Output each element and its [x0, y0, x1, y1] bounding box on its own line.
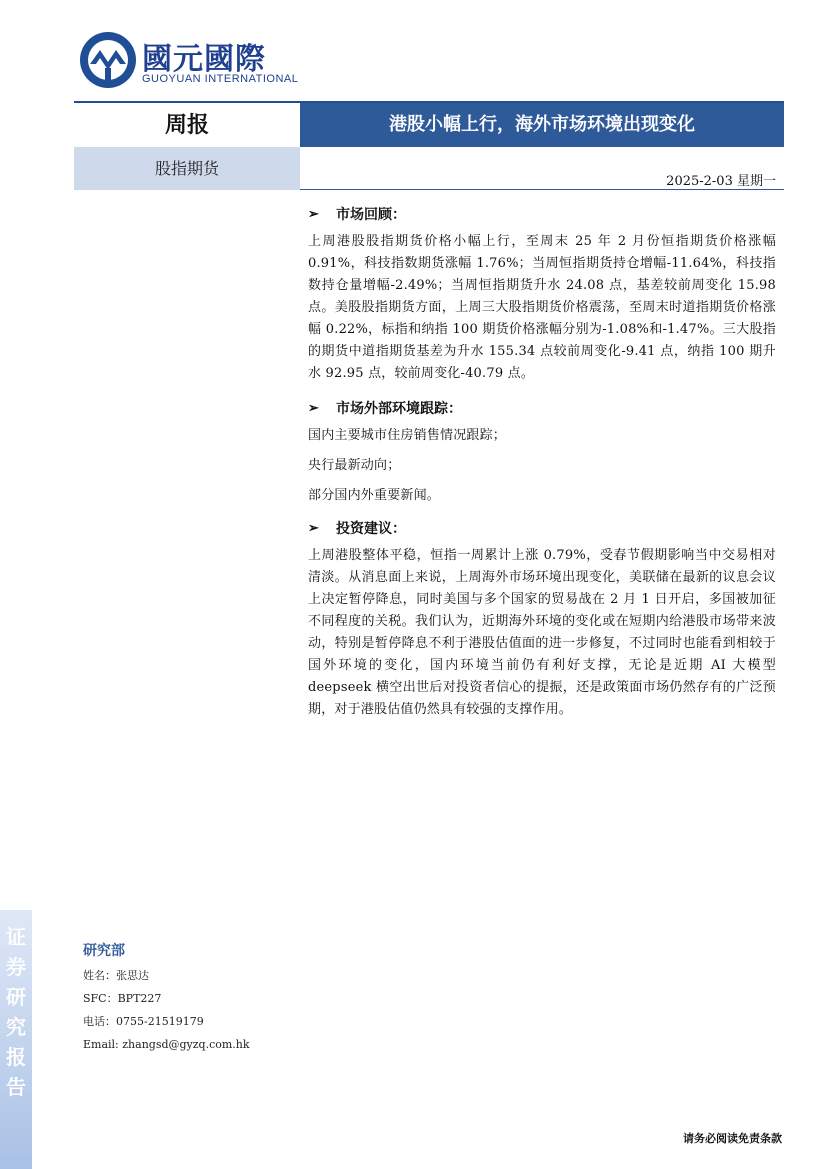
company-logo	[78, 30, 308, 90]
side-banner-label: 证券研究报告	[6, 925, 26, 1099]
department-label: 研究部	[83, 943, 125, 959]
report-date: 2025-2-03 星期一	[666, 174, 776, 189]
external-item: 部分国内外重要新闻。	[308, 488, 441, 503]
market-review-paragraph: 上周港股股指期货价格小幅上行，至周末 25 年 2 月份恒指期货价格涨幅 0.91%，科技指数期货涨幅 1.76%；当周恒指期货持仓增幅-11.64%，科技指数持仓量增幅-2.49%；当周恒指期货升水 24.08 点，基差较前周变化 15.98 点。美股股指期货方面，上周三大股指期货价格震荡，至周末时道指期货价格涨幅 0.22%，标指和纳指 100 期货价格涨幅分别为-1.08%和-1.47%。三大股指的期货中道指期货基差为升水 155.34 点较前周变化-9.41 点，纳指 100 期升水 92.95 点，较前周变化-40.79 点。	[308, 234, 776, 381]
arrowhead-bullet-icon: ➢	[308, 207, 319, 222]
external-item: 国内主要城市住房销售情况跟踪；	[308, 428, 507, 443]
section-heading-label: 市场回顾：	[336, 207, 406, 223]
section-heading-external-environment	[308, 399, 776, 419]
report-category: 股指期货	[74, 147, 300, 190]
section-heading-label: 投资建议：	[336, 521, 406, 537]
analyst-contact	[83, 940, 303, 1056]
logo-english-name: GUOYUAN INTERNATIONAL	[142, 73, 299, 85]
section-heading-market-review	[308, 205, 776, 225]
analyst-phone: 电话：0755-21519179	[83, 1015, 204, 1028]
disclaimer-note: 请务必阅读免责条款	[683, 1132, 782, 1145]
external-item: 央行最新动向；	[308, 458, 401, 473]
arrowhead-bullet-icon: ➢	[308, 401, 319, 416]
subheader-rule	[300, 189, 784, 190]
analyst-email: Email: zhangsd@gyzq.com.hk	[83, 1038, 250, 1051]
section-heading-label: 市场外部环境跟踪：	[336, 401, 462, 417]
analyst-name: 姓名：张思达	[83, 969, 149, 982]
side-banner	[0, 910, 32, 1169]
guoyuan-logo-icon	[78, 30, 138, 90]
report-type: 周报	[164, 112, 209, 138]
analyst-sfc: SFC：BPT227	[83, 992, 162, 1005]
report-title: 港股小幅上行，海外市场环境出现变化	[300, 103, 784, 147]
investment-advice-paragraph: 上周港股整体平稳，恒指一周累计上涨 0.79%，受春节假期影响当中交易相对清淡。从消息面上来说，上周海外市场环境出现变化，美联储在最新的议息会议上决定暂停降息，同时美国与多个国家的贸易战在 2 月 1 日开启，多国被加征不同程度的关税。我们认为，近期海外环境的变化或在短期内给港股市场带来波动，特别是暂停降息不利于港股估值面的进一步修复，不过同时也能看到相较于国外环境的变化，国内环境当前仍有利好支撑，无论是近期 AI 大模型 deepseek 横空出世后对投资者信心的提振，还是政策面市场仍然存有的广泛预期，对于港股估值仍然具有较强的支撑作用。	[308, 548, 776, 717]
arrowhead-bullet-icon: ➢	[308, 521, 319, 536]
logo-chinese-name: 國元國際	[142, 42, 266, 77]
section-heading-investment-advice	[308, 519, 776, 539]
report-body	[308, 200, 776, 727]
